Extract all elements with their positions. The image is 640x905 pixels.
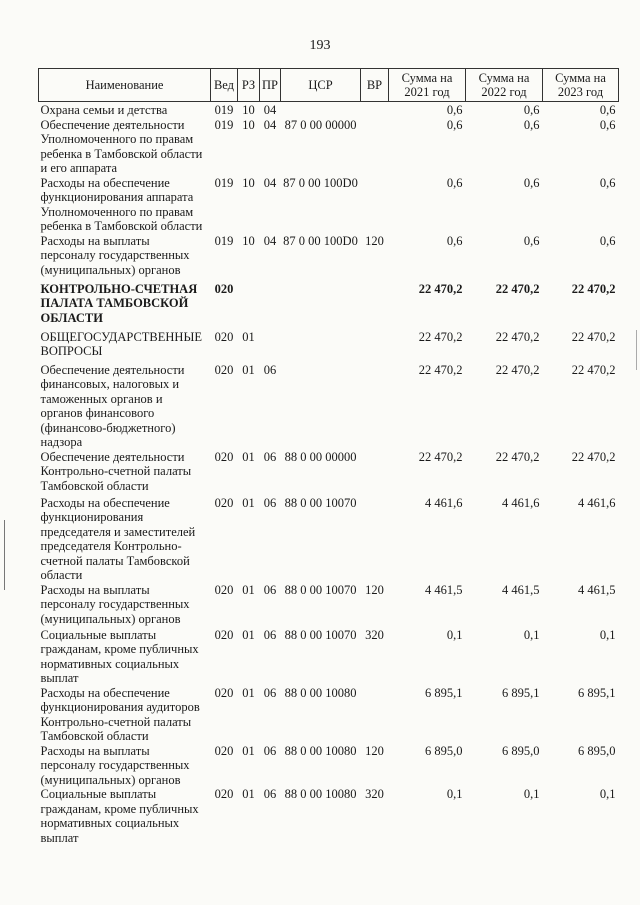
cell-sum-2022: 0,1 [523,787,540,801]
cell-sum-2022: 6 895,1 [502,685,540,700]
cell-sum-2022: 0,6 [523,117,540,132]
table-row [39,118,619,176]
cell-vr: 120 [365,233,384,248]
cell-csr: 88 0 00 00000 [284,449,357,464]
cell-sum-2023: 0,6 [599,117,616,132]
cell-name: Расходы на обеспечение функционирования аппарата Уполномоченного по правам ребенка в Тамбовской области [40,175,203,233]
cell-sum-2022: 0,6 [523,103,540,117]
cell-name: Расходы на обеспечение функционирования председателя и заместителей председателя Контрольно-счетной палаты Тамбовской области [40,495,196,582]
header-row [39,69,619,102]
cell-sum-2022: 22 470,2 [495,449,540,464]
cell-rz: 01 [242,362,255,377]
cell-sum-2021: 22 470,2 [418,329,463,344]
cell-sum-2022: 4 461,6 [502,495,540,510]
cell-vr [361,686,389,744]
cell-pr: 06 [263,449,277,464]
cell-ved: 020 [214,685,234,700]
cell-pr: 06 [263,787,277,801]
cell-ved: 020 [214,743,234,758]
cell-sum-2022: 4 461,5 [502,582,540,597]
cell-sum-2021: 22 470,2 [418,362,463,377]
table-row [39,363,619,450]
cell-ved: 020 [214,495,234,510]
cell-name: Расходы на обеспечение функционирования аудиторов Контрольно-счетной палаты Тамбовской области [40,685,200,743]
cell-name: ОБЩЕГОСУДАРСТВЕННЫЕ ВОПРОСЫ [40,329,202,358]
cell-rz: 01 [242,787,255,801]
cell-sum-2022: 0,1 [523,627,540,642]
cell-sum-2023: 22 470,2 [571,329,616,344]
cell-pr: 04 [263,117,277,132]
cell-sum-2023: 0,1 [599,787,616,801]
table-row [39,686,619,744]
cell-csr: 88 0 00 10070 [284,495,357,510]
cell-sum-2021: 22 470,2 [418,281,463,296]
cell-name: Расходы на выплаты персоналу государственных (муниципальных) органов [40,582,190,626]
cell-sum-2021: 0,6 [446,175,463,190]
cell-vr [361,102,389,118]
cell-sum-2023: 22 470,2 [571,281,616,296]
cell-rz: 10 [242,117,255,132]
header-vr: ВР [361,69,389,102]
cell-csr: 87 0 00 100D0 [283,175,358,190]
table-row [39,102,619,118]
scan-mark-right [636,330,637,370]
cell-sum-2023: 22 470,2 [571,362,616,377]
table-row [39,744,619,788]
cell-pr: 06 [263,685,277,700]
cell-pr [260,282,281,330]
cell-pr: 06 [263,582,277,597]
header-name: Наименование [39,69,211,102]
header-rz: РЗ [238,69,260,102]
table-row [39,282,619,330]
cell-ved: 020 [214,329,234,344]
cell-ved: 020 [214,787,234,801]
cell-name: Расходы на выплаты персоналу государственных (муниципальных) органов [40,233,190,277]
cell-ved: 019 [214,175,234,190]
cell-name: Обеспечение деятельности финансовых, налоговых и таможенных органов и органов финансового (финансово-бюджетного) надзора [40,362,185,449]
cell-sum-2022: 22 470,2 [495,329,540,344]
cell-pr [260,330,281,363]
cell-csr: 87 0 00 00000 [284,117,357,132]
table-row [39,234,619,282]
cell-name: Расходы на выплаты персоналу государственных (муниципальных) органов [40,743,190,787]
table-row [39,496,619,583]
cell-rz: 01 [242,449,255,464]
cell-name: Обеспечение деятельности Уполномоченного по правам ребенка в Тамбовской области и его аппарата [40,117,203,175]
cell-csr: 88 0 00 10080 [284,743,357,758]
cell-sum-2023: 0,1 [599,627,616,642]
cell-csr [281,363,361,450]
header-csr: ЦСР [281,69,361,102]
header-pr: ПР [260,69,281,102]
page-number: 193 [309,38,331,53]
cell-rz: 10 [242,175,255,190]
cell-ved: 020 [214,362,234,377]
cell-pr: 06 [263,362,277,377]
cell-name: Социальные выплаты гражданам, кроме публичных нормативных социальных выплат [40,787,199,845]
cell-vr: 120 [365,743,384,758]
cell-name: КОНТРОЛЬНО-СЧЕТНАЯ ПАЛАТА ТАМБОВСКОЙ ОБЛАСТИ [40,281,198,325]
cell-vr [361,282,389,330]
cell-ved: 020 [214,281,234,296]
cell-ved: 019 [214,103,234,117]
cell-sum-2021: 6 895,0 [425,743,463,758]
cell-rz: 01 [242,743,255,758]
table-row [39,583,619,628]
cell-sum-2023: 6 895,0 [578,743,616,758]
cell-vr: 320 [365,627,384,642]
scan-mark-left [4,520,5,590]
cell-name: Обеспечение деятельности Контрольно-счетной палаты Тамбовской области [40,449,192,493]
cell-sum-2022: 22 470,2 [495,281,540,296]
cell-pr: 06 [263,743,277,758]
cell-vr [361,496,389,583]
cell-csr: 88 0 00 10080 [284,787,357,801]
cell-rz: 10 [242,233,255,248]
cell-sum-2022: 22 470,2 [495,362,540,377]
cell-sum-2023: 0,6 [599,233,616,248]
cell-csr: 87 0 00 100D0 [283,233,358,248]
cell-sum-2023: 0,6 [599,175,616,190]
cell-rz [238,282,260,330]
cell-name: Социальные выплаты гражданам, кроме публичных нормативных социальных выплат [40,627,199,685]
cell-pr: 06 [263,627,277,642]
table-row [39,787,619,847]
cell-name: Охрана семьи и детства [40,103,168,117]
cell-rz: 01 [242,627,255,642]
cell-vr [361,176,389,234]
cell-sum-2023: 22 470,2 [571,449,616,464]
table-row [39,330,619,363]
table-header [39,69,619,102]
cell-sum-2022: 6 895,0 [502,743,540,758]
cell-vr [361,330,389,363]
header-sum-2022: Сумма на 2022 год [466,69,543,102]
header-ved: Вед [211,69,238,102]
cell-sum-2021: 0,6 [446,233,463,248]
cell-rz: 01 [242,685,255,700]
budget-table [38,68,619,847]
cell-pr: 04 [263,103,277,117]
cell-sum-2022: 0,6 [523,233,540,248]
cell-sum-2021: 0,1 [446,787,463,801]
cell-vr [361,118,389,176]
cell-sum-2021: 0,1 [446,627,463,642]
cell-sum-2023: 4 461,6 [578,495,616,510]
cell-sum-2021: 22 470,2 [418,449,463,464]
cell-pr: 04 [263,175,277,190]
cell-ved: 020 [214,582,234,597]
cell-sum-2021: 4 461,5 [425,582,463,597]
cell-sum-2023: 4 461,5 [578,582,616,597]
table-row [39,628,619,686]
cell-ved: 019 [214,233,234,248]
cell-vr: 320 [365,787,384,801]
cell-ved: 019 [214,117,234,132]
table-body [39,102,619,848]
cell-sum-2021: 6 895,1 [425,685,463,700]
cell-rz: 10 [242,103,255,117]
cell-vr [361,363,389,450]
cell-ved: 020 [214,449,234,464]
cell-pr: 04 [263,233,277,248]
cell-vr: 120 [365,582,384,597]
cell-rz: 01 [242,582,255,597]
header-sum-2023: Сумма на 2023 год [543,69,619,102]
cell-rz: 01 [242,329,255,344]
cell-csr: 88 0 00 10070 [284,627,357,642]
cell-pr: 06 [263,495,277,510]
header-sum-2021: Сумма на 2021 год [389,69,466,102]
cell-rz: 01 [242,495,255,510]
cell-sum-2023: 6 895,1 [578,685,616,700]
cell-csr [281,330,361,363]
cell-csr: 88 0 00 10070 [284,582,357,597]
cell-sum-2021: 0,6 [446,103,463,117]
cell-sum-2021: 0,6 [446,117,463,132]
cell-csr: 88 0 00 10080 [284,685,357,700]
cell-vr [361,450,389,496]
cell-csr [281,282,361,330]
table-row [39,176,619,234]
cell-ved: 020 [214,627,234,642]
cell-sum-2022: 0,6 [523,175,540,190]
cell-sum-2023: 0,6 [599,103,616,117]
cell-sum-2021: 4 461,6 [425,495,463,510]
cell-csr [281,102,361,118]
table-row [39,450,619,496]
